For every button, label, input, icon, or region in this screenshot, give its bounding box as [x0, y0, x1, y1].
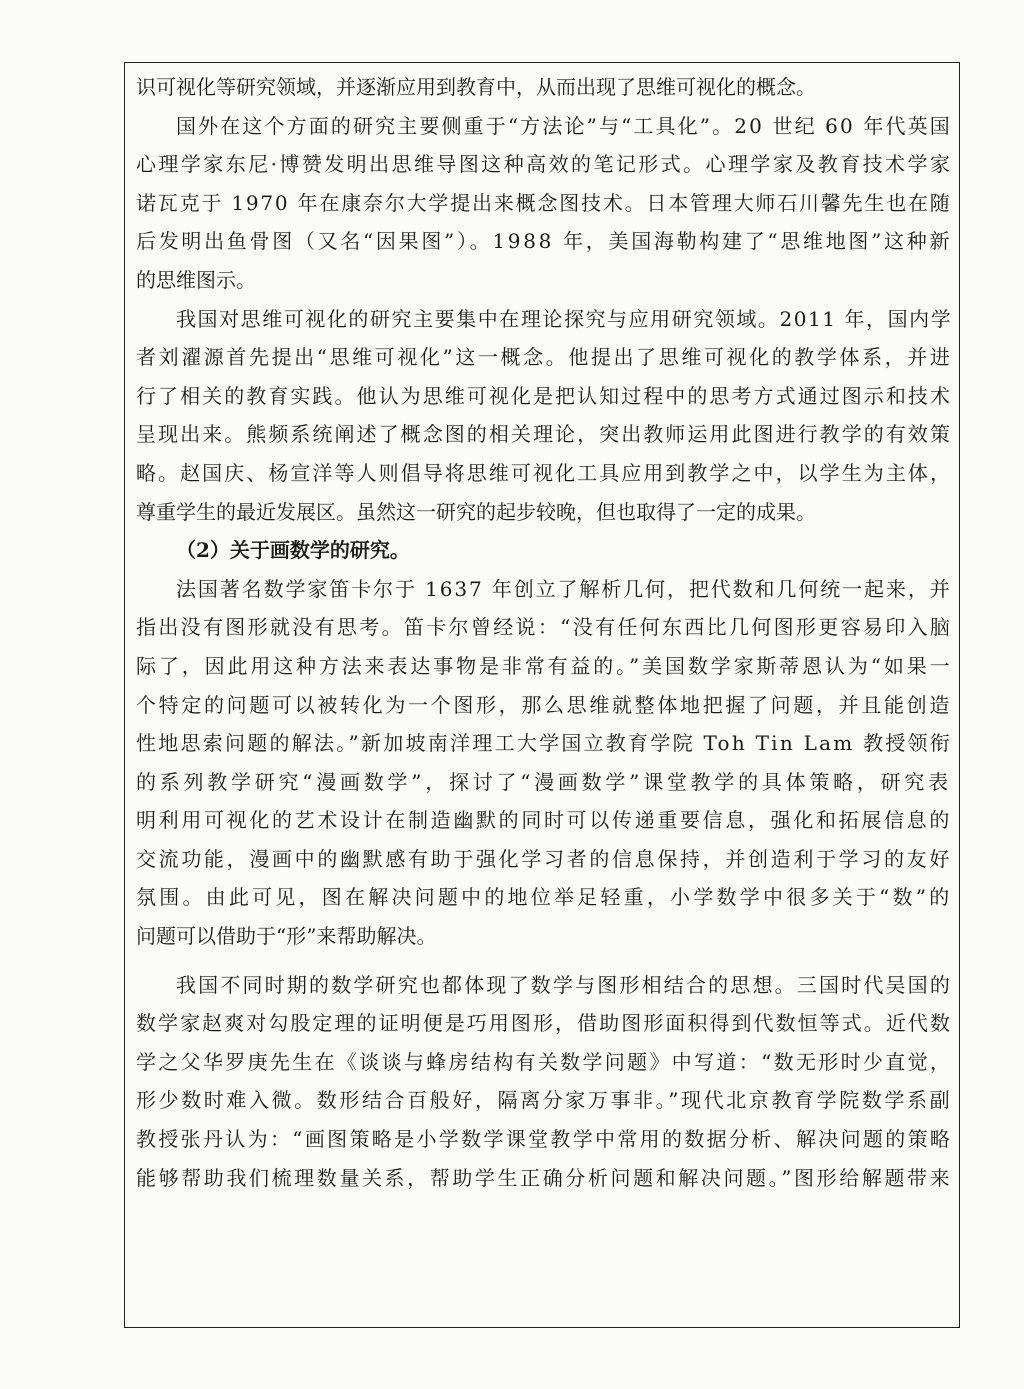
- text-line: 后发明出鱼骨图（又名“因果图”）。1988 年，美国海勒构建了“思维地图”这种新: [136, 229, 952, 254]
- text-line: 指出没有图形就没有思考。笛卡尔曾经说：“没有任何东西比几何图形更容易印入脑: [136, 615, 952, 640]
- text-line: 我国不同时期的数学研究也都体现了数学与图形相结合的思想。三国时代吴国的: [176, 972, 952, 997]
- section-heading: [136, 531, 952, 570]
- text-line: 数学家赵爽对勾股定理的证明便是巧用图形，借助图形面积得到代数恒等式。近代数: [136, 1011, 952, 1036]
- text-line: 尊重学生的最近发展区。虽然这一研究的起步较晚，但也取得了一定的成果。: [136, 499, 816, 524]
- text-line: 交流功能，漫画中的幽默感有助于强化学习者的信息保持，并创造利于学习的友好: [136, 846, 952, 871]
- text-line: 国外在这个方面的研究主要侧重于“方法论”与“工具化”。20 世纪 60 年代英国: [176, 113, 952, 138]
- paragraph: [136, 570, 952, 956]
- text-line: 诺瓦克于 1970 年在康奈尔大学提出来概念图技术。日本管理大师石川馨先生也在随: [136, 190, 952, 215]
- text-line: 的思维图示。: [136, 267, 256, 292]
- text-line: 行了相关的教育实践。他认为思维可视化是把认知过程中的思考方式通过图示和技术: [136, 383, 952, 408]
- text-line: 的系列教学研究“漫画数学”，探讨了“漫画数学”课堂教学的具体策略，研究表: [136, 769, 952, 794]
- text-line: 我国对思维可视化的研究主要集中在理论探究与应用研究领域。2011 年，国内学: [176, 306, 952, 331]
- text-line: 略。赵国庆、杨宣洋等人则倡导将思维可视化工具应用到教学之中，以学生为主体，: [136, 460, 952, 485]
- text-line: 心理学家东尼·博赞发明出思维导图这种高效的笔记形式。心理学家及教育技术学家: [136, 152, 952, 177]
- paragraph: [136, 107, 952, 300]
- text-line: 教授张丹认为：“画图策略是小学数学课堂教学中常用的数据分析、解决问题的策略: [136, 1127, 952, 1152]
- text-line: 际了，因此用这种方法来表达事物是非常有益的。”美国数学家斯蒂恩认为“如果一: [136, 653, 952, 678]
- paragraph: [136, 966, 952, 1198]
- document-body: [136, 68, 952, 1197]
- text-line: 学之父华罗庚先生在《谈谈与蜂房结构有关数学问题》中写道：“数无形时少直觉，: [136, 1049, 952, 1074]
- text-line: 问题可以借助于“形”来帮助解决。: [136, 924, 437, 949]
- text-line: 呈现出来。熊频系统阐述了概念图的相关理论，突出教师运用此图进行教学的有效策: [136, 422, 952, 447]
- paragraph: [136, 300, 952, 532]
- text-line: 个特定的问题可以被转化为一个图形，那么思维就整体地把握了问题，并且能创造: [136, 692, 952, 717]
- text-line: 者刘濯源首先提出“思维可视化”这一概念。他提出了思维可视化的教学体系，并进: [136, 345, 952, 370]
- text-line: 识可视化等研究领域，并逐渐应用到教育中，从而出现了思维可视化的概念。: [136, 75, 816, 99]
- text-line: 能够帮助我们梳理数量关系，帮助学生正确分析问题和解决问题。”图形给解题带来: [136, 1165, 952, 1190]
- text-line: 明利用可视化的艺术设计在制造幽默的同时可以传递重要信息，强化和拓展信息的: [136, 808, 952, 833]
- heading-text: （2）关于画数学的研究。: [176, 538, 410, 563]
- text-line: 法国著名数学家笛卡尔于 1637 年创立了解析几何，把代数和几何统一起来，并: [176, 576, 952, 601]
- paragraph: [136, 68, 952, 107]
- text-line: 性地思索问题的解法。”新加坡南洋理工大学国立教育学院 Toh Tin Lam 教授领衔: [136, 731, 952, 756]
- text-line: 氛围。由此可见，图在解决问题中的地位举足轻重，小学数学中很多关于“数”的: [136, 885, 952, 910]
- text-line: 形少数时难入微。数形结合百般好，隔离分家万事非。”现代北京教育学院数学系副: [136, 1088, 952, 1113]
